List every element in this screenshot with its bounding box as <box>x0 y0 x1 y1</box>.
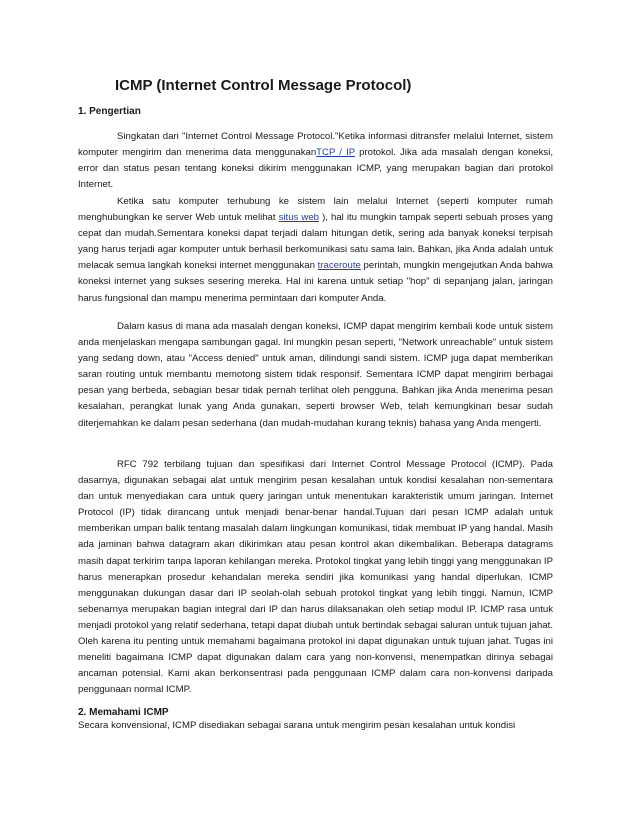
paragraph-text: protokol. Jika ada masalah dengan koneksi, error dan status pesan tentang koneksi dikirim menggunakan ICMP, yang merupakan bagian dari protokol Internet. <box>78 147 554 191</box>
section-1-paragraph-2 <box>78 194 553 307</box>
paragraph-text: perintah, mungkin mengejutkan Anda bahwa koneksi internet yang sukses sesering mereka. Hal ini karena untuk setiap "hop" di sepanjang jalan, jaringan harus fungsional dan mampu menerima permintaan dari komputer Anda. <box>78 260 553 304</box>
section-1-heading: 1. Pengertian <box>78 106 141 117</box>
paragraph-text: Ketika satu komputer terhubung ke sistem lain melalui Internet (seperti komputer rumah menghubungkan ke server Web untuk melihat <box>78 196 553 224</box>
document-title: ICMP (Internet Control Message Protocol) <box>115 77 412 94</box>
paragraph-text: Singkatan dari "Internet Control Message Protocol."Ketika informasi ditransfer melalui Internet, sistem komputer mengirim dan menerima data menggunakan <box>78 131 553 159</box>
section-2-paragraph-1: Secara konvensional, ICMP disediakan sebagai sarana untuk mengirim pesan kesalahan untuk kondisi <box>78 720 516 731</box>
tcp-ip-link[interactable]: TCP / IP <box>316 147 355 159</box>
section-1-paragraph-4: RFC 792 terbilang tujuan dan spesifikasi dari Internet Control Message Protocol (ICMP). Pada dasarnya, digunakan sebagai alat untuk mengirim pesan kesalahan untuk kondisi kesalahan non-sementara dan untuk menyediakan cara untuk query jaringan untuk menentukan karakteristik umum jaringan. Internet Protocol (IP) tidak dirancang untuk menjadi benar-benar handal.Tujuan dari pesan ICMP adalah untuk memberikan umpan balik tentang masalah dalam lingkungan komunikasi, tidak membuat IP yang handal. Masih ada jaminan bahwa datagram akan dikirimkan atau pesan kontrol akan dikembalikan. Beberapa datagrams masih dapat terkirim tanpa laporan kehilangan mereka. Protokol tingkat yang lebih tinggi yang menggunakan IP harus menerapkan prosedur kehandalan mereka sendiri jika komunikasi yang handal diperlukan. ICMP menggunakan dukungan dasar dari IP seolah-olah sebuah protokol tingkat yang lebih tinggi. Namun, ICMP sebenarnya merupakan bagian integral dari IP dan harus dilaksanakan oleh setiap modul IP. ICMP rasa untuk menjadi protokol yang relatif sederhana, tetapi dapat diubah untuk bertindak sebagai saluran untuk tujuan jahat. Oleh karena itu penting untuk memahami bagaimana protokol ini dapat digunakan untuk tujuan jahat. Tugas ini meneliti bagaimana ICMP dapat digunakan dalam cara yang non-konvensi, menempatkan dirinya sebagai ancaman potensial. Kami akan berkonsentrasi pada penggunaan ICMP dalam cara non-konvensi daripada penggunaan normal ICMP. <box>78 459 553 696</box>
situs-web-link[interactable]: situs web <box>278 212 319 224</box>
traceroute-link[interactable]: traceroute <box>317 260 361 272</box>
section-2-heading: 2. Memahami ICMP <box>78 707 169 718</box>
section-1-paragraph-1 <box>78 129 553 193</box>
section-1-paragraph-3: Dalam kasus di mana ada masalah dengan koneksi, ICMP dapat mengirim kembali kode untuk sistem anda menjelaskan mengapa sambungan gagal. Ini mungkin pesan seperti, "Network unreachable" untuk sistem yang sedang down, atau "Access denied" untuk aman, dilindungi sandi sistem. ICMP juga dapat memberikan saran routing untuk membantu memotong sistem tidak responsif. Sementara ICMP dapat mengirim berbagai pesan yang berbeda, sebagian besar tidak pernah terlihat oleh pengguna. Bahkan jika Anda menerima pesan kesalahan, perangkat lunak yang Anda gunakan, seperti browser Web, telah kemungkinan besar sudah diterjemahkan ke dalam pesan sederhana (dan mudah-mudahan kurang teknis) bahasa yang Anda mengerti. <box>78 321 553 429</box>
paragraph-text: ), hal itu mungkin tampak seperti sebuah proses yang cepat dan mudah.Sementara koneksi dapat terjadi dalam hitungan detik, sering ada banyak koneksi terpisah yang harus terjadi agar komputer untuk berhasil berkomunikasi satu sama lain. Bahkan, jika Anda adalah untuk melacak semua langkah koneksi internet menggunakan <box>78 212 553 272</box>
